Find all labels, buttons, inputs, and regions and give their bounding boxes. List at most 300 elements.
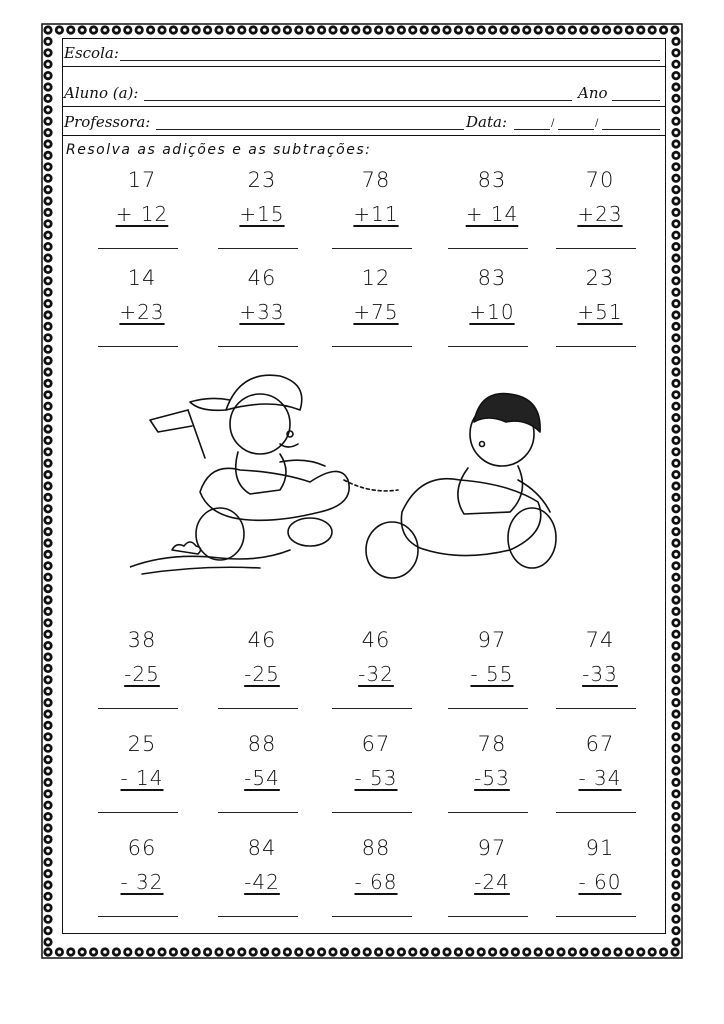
flower-border-dot: [112, 947, 121, 956]
flower-border-dot: [43, 231, 52, 240]
flower-border-dot: [146, 947, 155, 956]
date-separator: /: [595, 118, 599, 129]
flower-border-dot: [671, 915, 680, 924]
answer-line[interactable]: [556, 916, 636, 917]
flower-border-dot: [271, 25, 280, 34]
flower-border-dot: [43, 436, 52, 445]
flower-border-dot: [100, 947, 109, 956]
flower-border-dot: [671, 151, 680, 160]
minuend-number: 46: [361, 628, 391, 652]
flower-border-dot: [568, 947, 577, 956]
flower-border-dot: [671, 436, 680, 445]
addition-problem: [336, 168, 432, 258]
flower-border-dot: [43, 687, 52, 696]
minuend-number: 78: [477, 732, 507, 756]
flower-border-dot: [55, 947, 64, 956]
flower-border-dot: [671, 789, 680, 798]
flower-border-dot: [43, 584, 52, 593]
flower-border-dot: [135, 25, 144, 34]
flower-border-dot: [43, 447, 52, 456]
flower-border-dot: [671, 846, 680, 855]
flower-border-dot: [43, 117, 52, 126]
operand-number: +10: [469, 300, 515, 324]
flower-border-dot: [43, 607, 52, 616]
flower-border-dot: [43, 424, 52, 433]
flower-border-dot: [146, 25, 155, 34]
answer-line[interactable]: [556, 812, 636, 813]
date-day-line[interactable]: [514, 129, 550, 130]
flower-border-dot: [671, 105, 680, 114]
operand-number: - 55: [470, 662, 514, 686]
flower-border-dot: [671, 926, 680, 935]
teacher-line[interactable]: [156, 129, 464, 130]
instructions: Resolva as adições e as subtrações:: [66, 142, 372, 158]
operand-number: -33: [582, 662, 618, 686]
flower-border-dot: [671, 766, 680, 775]
flower-border-dot: [363, 25, 372, 34]
flower-border-dot: [306, 25, 315, 34]
flower-border-dot: [671, 687, 680, 696]
flower-border-dot: [671, 550, 680, 559]
flower-border-dot: [671, 288, 680, 297]
flower-border-dot: [226, 947, 235, 956]
answer-line[interactable]: [98, 916, 178, 917]
flower-border-dot: [671, 709, 680, 718]
flower-border-dot: [671, 892, 680, 901]
flower-border-dot: [249, 25, 258, 34]
flower-border-dot: [43, 527, 52, 536]
school-label: Escola:: [64, 44, 119, 62]
flower-border-dot: [237, 25, 246, 34]
flower-border-dot: [214, 25, 223, 34]
answer-line[interactable]: [218, 916, 298, 917]
flower-border-dot: [294, 25, 303, 34]
operand-number: -54: [244, 766, 280, 790]
operand-number: +23: [119, 300, 165, 324]
operand-number: +11: [353, 202, 399, 226]
header-divider: [62, 135, 666, 136]
flower-border-dot: [671, 413, 680, 422]
operand-number: - 34: [578, 766, 622, 790]
flower-border-dot: [43, 835, 52, 844]
flower-border-dot: [135, 947, 144, 956]
flower-border-dot: [613, 947, 622, 956]
flower-border-dot: [671, 470, 680, 479]
flower-border-dot: [671, 208, 680, 217]
answer-line[interactable]: [332, 916, 412, 917]
flower-border-dot: [671, 801, 680, 810]
flower-border-dot: [591, 947, 600, 956]
operand-number: -32: [358, 662, 394, 686]
date-label: Data:: [466, 113, 507, 131]
subtraction-problem: [560, 732, 656, 822]
flower-border-dot: [43, 322, 52, 331]
flower-border-dot: [671, 652, 680, 661]
flower-border-dot: [43, 538, 52, 547]
flower-border-dot: [43, 755, 52, 764]
subtraction-problem: [222, 836, 318, 926]
flower-border-dot: [671, 481, 680, 490]
addition-problem: [452, 168, 548, 258]
flower-border-dot: [397, 25, 406, 34]
flower-border-dot: [100, 25, 109, 34]
flower-border-dot: [43, 858, 52, 867]
minuend-number: 78: [361, 168, 391, 192]
operand-number: - 60: [578, 870, 622, 894]
flower-border-dot: [591, 25, 600, 34]
flower-border-dot: [671, 516, 680, 525]
flower-border-dot: [671, 219, 680, 228]
flower-border-dot: [454, 25, 463, 34]
subtraction-problem: [560, 628, 656, 718]
minuend-number: 25: [127, 732, 157, 756]
flower-border-dot: [602, 25, 611, 34]
flower-border-dot: [648, 947, 657, 956]
flower-border-dot: [648, 25, 657, 34]
minuend-number: 23: [585, 266, 615, 290]
subtraction-problem: [222, 628, 318, 718]
year-line[interactable]: [612, 100, 660, 101]
flower-border-dot: [43, 880, 52, 889]
flower-border-dot: [671, 732, 680, 741]
answer-line[interactable]: [448, 708, 528, 709]
flower-border-dot: [602, 947, 611, 956]
flower-border-dot: [534, 947, 543, 956]
flower-border-dot: [43, 846, 52, 855]
subtraction-problem: [102, 628, 198, 718]
flower-border-dot: [43, 208, 52, 217]
operand-number: -25: [244, 662, 280, 686]
answer-line[interactable]: [332, 346, 412, 347]
flower-border-dot: [671, 128, 680, 137]
flower-border-dot: [43, 196, 52, 205]
flower-border-dot: [43, 139, 52, 148]
operand-number: - 32: [120, 870, 164, 894]
flower-border-dot: [671, 162, 680, 171]
addition-problem: [102, 266, 198, 356]
flower-border-dot: [420, 25, 429, 34]
answer-line[interactable]: [218, 708, 298, 709]
flower-border-dot: [671, 595, 680, 604]
subtraction-problem: [452, 732, 548, 822]
flower-border-dot: [431, 947, 440, 956]
flower-border-dot: [43, 573, 52, 582]
flower-border-dot: [363, 947, 372, 956]
flower-border-dot: [43, 367, 52, 376]
flower-border-dot: [671, 823, 680, 832]
flower-border-dot: [43, 801, 52, 810]
operand-number: - 53: [354, 766, 398, 790]
student-line[interactable]: [144, 100, 572, 101]
flower-border-dot: [442, 947, 451, 956]
minuend-number: 91: [585, 836, 615, 860]
flower-border-dot: [43, 37, 52, 46]
flower-border-dot: [89, 947, 98, 956]
subtraction-problem: [452, 628, 548, 718]
flower-border-dot: [43, 459, 52, 468]
flower-border-dot: [340, 25, 349, 34]
answer-line[interactable]: [448, 248, 528, 249]
flower-border-dot: [214, 947, 223, 956]
flower-border-dot: [43, 561, 52, 570]
answer-line[interactable]: [556, 248, 636, 249]
subtraction-problem: [222, 732, 318, 822]
answer-line[interactable]: [98, 346, 178, 347]
flower-border-dot: [260, 947, 269, 956]
flower-border-dot: [636, 947, 645, 956]
flower-border-dot: [671, 345, 680, 354]
subtraction-problem: [560, 836, 656, 926]
flower-border-dot: [43, 630, 52, 639]
children-riding-toy-cars-illustration: [130, 362, 570, 622]
flower-border-dot: [249, 947, 258, 956]
flower-border-dot: [671, 139, 680, 148]
flower-border-dot: [43, 162, 52, 171]
addition-problem: [222, 168, 318, 258]
operand-number: - 68: [354, 870, 398, 894]
flower-border-dot: [260, 25, 269, 34]
flower-border-dot: [636, 25, 645, 34]
flower-border-dot: [671, 367, 680, 376]
flower-border-dot: [43, 493, 52, 502]
subtraction-problem: [336, 628, 432, 718]
flower-border-dot: [671, 402, 680, 411]
date-year-line[interactable]: [602, 129, 660, 130]
operand-number: +75: [353, 300, 399, 324]
flower-border-dot: [271, 947, 280, 956]
flower-border-dot: [43, 265, 52, 274]
flower-border-dot: [671, 561, 680, 570]
flower-border-dot: [671, 174, 680, 183]
addition-problem: [452, 266, 548, 356]
flower-border-dot: [328, 25, 337, 34]
flower-border-dot: [43, 869, 52, 878]
flower-border-dot: [43, 185, 52, 194]
minuend-number: 14: [127, 266, 157, 290]
answer-line[interactable]: [98, 248, 178, 249]
subtraction-problem: [452, 836, 548, 926]
subtraction-problem: [102, 732, 198, 822]
minuend-number: 70: [585, 168, 615, 192]
flower-border-dot: [43, 698, 52, 707]
flower-border-dot: [169, 25, 178, 34]
flower-border-dot: [671, 812, 680, 821]
minuend-number: 67: [585, 732, 615, 756]
flower-border-dot: [671, 504, 680, 513]
flower-border-dot: [671, 48, 680, 57]
flower-border-dot: [43, 947, 52, 956]
flower-border-dot: [671, 641, 680, 650]
flower-border-dot: [671, 196, 680, 205]
flower-border-dot: [488, 25, 497, 34]
flower-border-dot: [671, 310, 680, 319]
flower-border-dot: [157, 947, 166, 956]
flower-border-dot: [43, 402, 52, 411]
year-label: Ano: [578, 84, 608, 102]
flower-border-dot: [43, 345, 52, 354]
flower-border-dot: [556, 25, 565, 34]
flower-border-dot: [43, 390, 52, 399]
answer-line[interactable]: [556, 708, 636, 709]
flower-border-dot: [420, 947, 429, 956]
flower-border-dot: [43, 664, 52, 673]
addition-problem: [560, 168, 656, 258]
minuend-number: 17: [127, 168, 157, 192]
flower-border-dot: [43, 71, 52, 80]
flower-border-dot: [671, 493, 680, 502]
flower-border-dot: [55, 25, 64, 34]
header-divider: [62, 106, 666, 107]
flower-border-dot: [613, 25, 622, 34]
flower-border-dot: [671, 185, 680, 194]
flower-border-dot: [671, 82, 680, 91]
flower-border-dot: [671, 94, 680, 103]
flower-border-dot: [671, 117, 680, 126]
flower-border-dot: [431, 25, 440, 34]
flower-border-dot: [671, 664, 680, 673]
flower-border-dot: [180, 25, 189, 34]
flower-border-dot: [408, 25, 417, 34]
flower-border-dot: [670, 947, 679, 956]
addition-problem: [336, 266, 432, 356]
answer-line[interactable]: [218, 248, 298, 249]
minuend-number: 67: [361, 732, 391, 756]
flower-border-dot: [671, 584, 680, 593]
flower-border-dot: [488, 947, 497, 956]
school-line[interactable]: [120, 60, 660, 61]
answer-line[interactable]: [98, 708, 178, 709]
flower-border-dot: [169, 947, 178, 956]
flower-border-dot: [499, 25, 508, 34]
flower-border-dot: [671, 721, 680, 730]
flower-border-dot: [465, 947, 474, 956]
minuend-number: 66: [127, 836, 157, 860]
flower-border-dot: [671, 424, 680, 433]
subtraction-problem: [336, 836, 432, 926]
flower-border-dot: [43, 812, 52, 821]
flower-border-dot: [43, 219, 52, 228]
date-month-line[interactable]: [558, 129, 594, 130]
flower-border-dot: [43, 550, 52, 559]
flower-border-dot: [671, 573, 680, 582]
flower-border-dot: [671, 778, 680, 787]
flower-border-dot: [465, 25, 474, 34]
operand-number: +33: [239, 300, 285, 324]
flower-border-dot: [180, 947, 189, 956]
flower-border-dot: [43, 823, 52, 832]
flower-border-dot: [351, 25, 360, 34]
flower-border-dot: [556, 947, 565, 956]
operand-number: + 12: [115, 202, 169, 226]
flower-border-dot: [671, 744, 680, 753]
flower-border-dot: [203, 25, 212, 34]
flower-border-dot: [43, 242, 52, 251]
flower-border-dot: [340, 947, 349, 956]
flower-border-dot: [43, 516, 52, 525]
flower-border-dot: [283, 947, 292, 956]
flower-border-dot: [78, 947, 87, 956]
flower-border-dot: [671, 858, 680, 867]
flower-border-dot: [522, 947, 531, 956]
flower-border-dot: [671, 37, 680, 46]
flower-border-dot: [43, 618, 52, 627]
answer-line[interactable]: [218, 812, 298, 813]
flower-border-dot: [511, 947, 520, 956]
flower-border-dot: [408, 947, 417, 956]
answer-line[interactable]: [98, 812, 178, 813]
answer-line[interactable]: [332, 248, 412, 249]
flower-border-dot: [43, 128, 52, 137]
minuend-number: 83: [477, 168, 507, 192]
flower-border-dot: [511, 25, 520, 34]
flower-border-dot: [671, 379, 680, 388]
minuend-number: 88: [247, 732, 277, 756]
flower-border-dot: [579, 947, 588, 956]
student-label: Aluno (a):: [64, 84, 139, 102]
flower-border-dot: [625, 25, 634, 34]
minuend-number: 83: [477, 266, 507, 290]
answer-line[interactable]: [448, 346, 528, 347]
answer-line[interactable]: [556, 346, 636, 347]
flower-border-dot: [671, 607, 680, 616]
flower-border-dot: [317, 947, 326, 956]
addition-problem: [560, 266, 656, 356]
answer-line[interactable]: [332, 812, 412, 813]
flower-border-dot: [671, 322, 680, 331]
flower-border-dot: [671, 538, 680, 547]
flower-border-dot: [294, 947, 303, 956]
answer-line[interactable]: [218, 346, 298, 347]
operand-number: -24: [474, 870, 510, 894]
answer-line[interactable]: [332, 708, 412, 709]
flower-border-dot: [203, 947, 212, 956]
flower-border-dot: [43, 937, 52, 946]
flower-border-dot: [192, 25, 201, 34]
flower-border-dot: [43, 25, 52, 34]
flower-border-dot: [43, 174, 52, 183]
flower-border-dot: [671, 698, 680, 707]
flower-border-dot: [43, 504, 52, 513]
flower-border-dot: [385, 947, 394, 956]
flower-border-dot: [43, 413, 52, 422]
flower-border-dot: [671, 265, 680, 274]
subtraction-problem: [102, 836, 198, 926]
flower-border-dot: [671, 390, 680, 399]
flower-border-dot: [671, 459, 680, 468]
flower-border-dot: [43, 481, 52, 490]
flower-border-dot: [671, 299, 680, 308]
flower-border-dot: [397, 947, 406, 956]
flower-border-dot: [351, 947, 360, 956]
flower-border-dot: [43, 276, 52, 285]
flower-border-dot: [671, 755, 680, 764]
flower-border-dot: [659, 25, 668, 34]
answer-line[interactable]: [448, 812, 528, 813]
flower-border-dot: [568, 25, 577, 34]
flower-border-dot: [43, 778, 52, 787]
flower-border-dot: [671, 253, 680, 262]
flower-border-dot: [374, 25, 383, 34]
operand-number: + 14: [465, 202, 519, 226]
flower-border-dot: [66, 25, 75, 34]
flower-border-dot: [671, 618, 680, 627]
flower-border-dot: [545, 947, 554, 956]
answer-line[interactable]: [448, 916, 528, 917]
flower-border-dot: [43, 288, 52, 297]
operand-number: -25: [124, 662, 160, 686]
flower-border-dot: [477, 947, 486, 956]
flower-border-dot: [477, 25, 486, 34]
